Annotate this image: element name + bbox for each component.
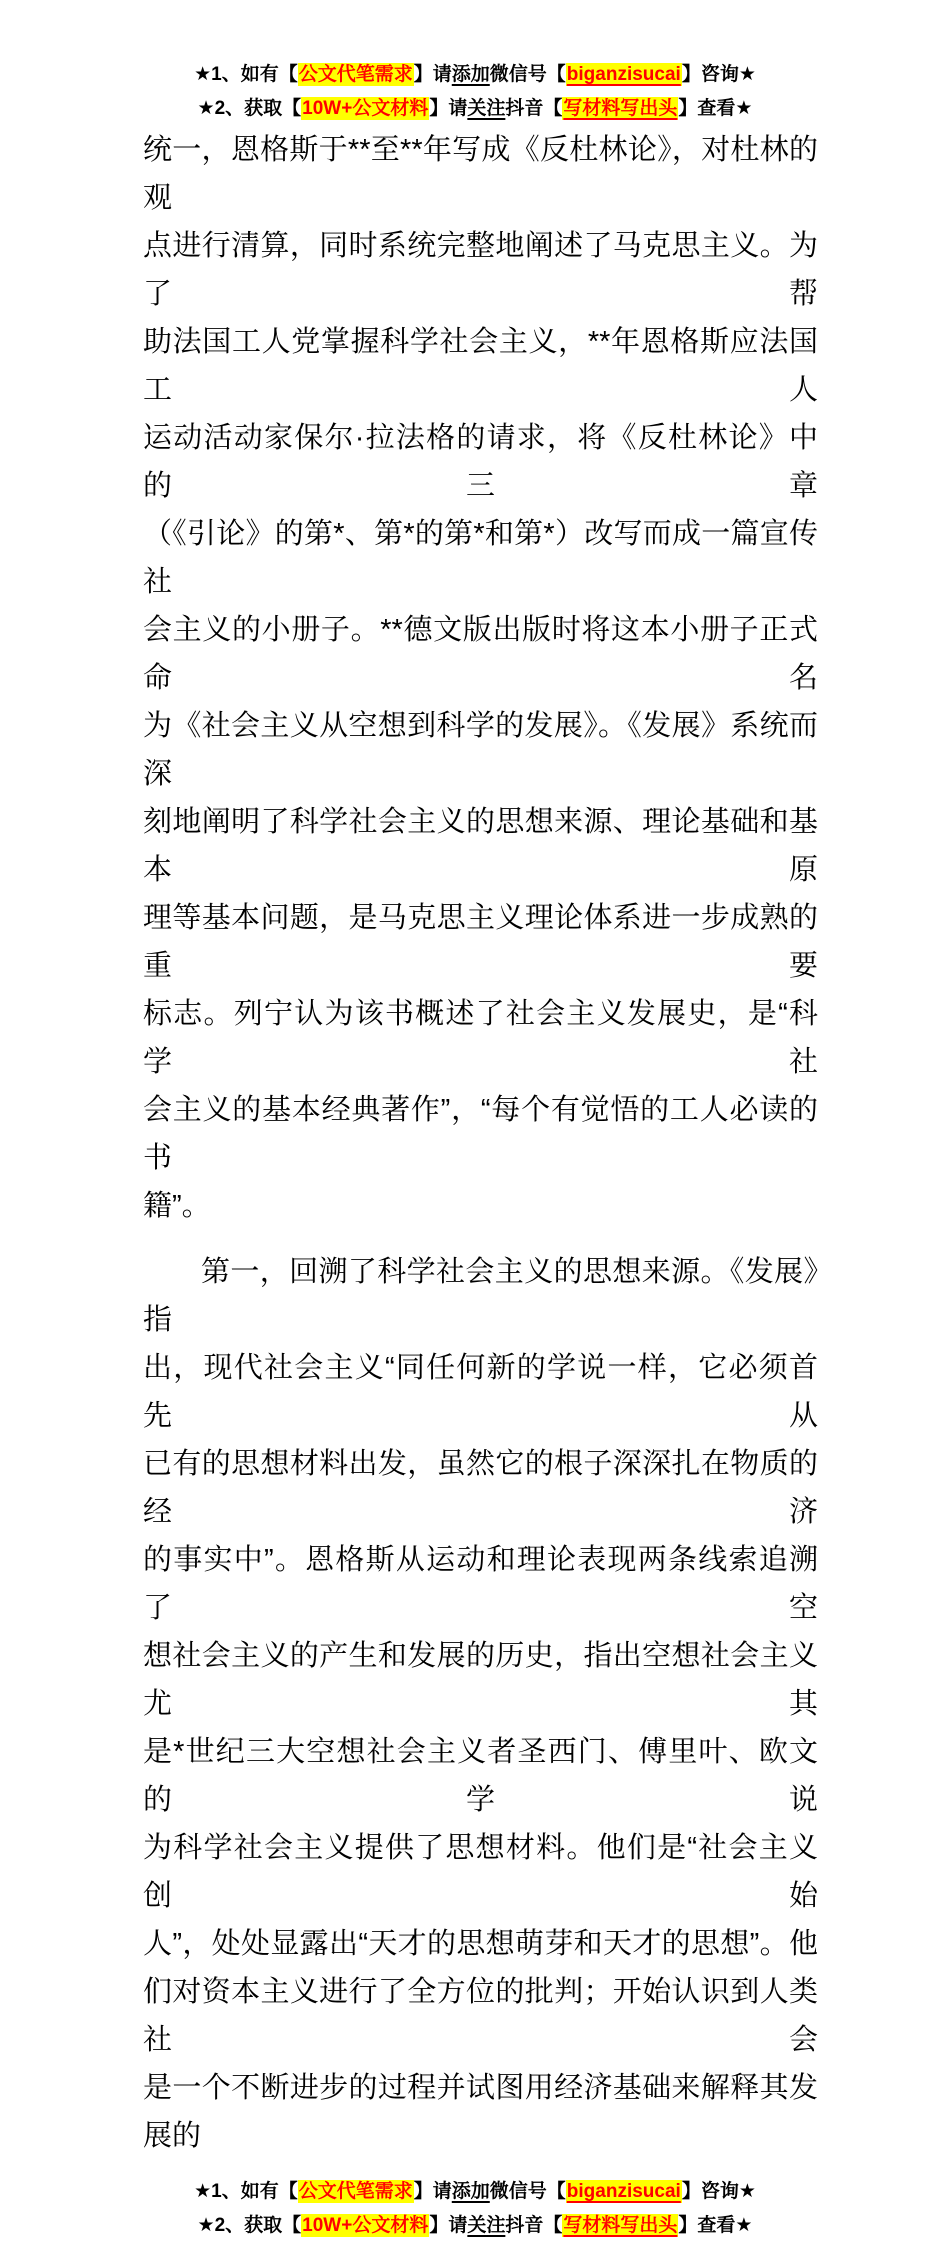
banner-line-2 bbox=[0, 92, 950, 126]
materials-keyword: 10W+公文材料 bbox=[302, 98, 429, 119]
banner2-mid1: 】请 bbox=[429, 98, 468, 119]
add-word: 添加 bbox=[451, 2181, 490, 2202]
body-line: 已有的思想材料出发，虽然它的根子深深扎在物质的经济 bbox=[143, 1448, 818, 1528]
banner2-mid1: 】请 bbox=[429, 2215, 468, 2236]
banner1-suffix: 】咨询★ bbox=[681, 64, 756, 85]
follow-word: 关注 bbox=[467, 98, 506, 119]
body-line: 刻地阐明了科学社会主义的思想来源、理论基础和基本原 bbox=[143, 806, 818, 886]
banner1-mid1: 】请 bbox=[413, 64, 452, 85]
follow-word: 关注 bbox=[467, 2215, 506, 2236]
add-word: 添加 bbox=[451, 64, 490, 85]
body-line: 助法国工人党掌握科学社会主义，**年恩格斯应法国工人 bbox=[143, 326, 818, 406]
paragraph-1 bbox=[143, 126, 818, 1230]
body-line: 们对资本主义进行了全方位的批判；开始认识到人类社会 bbox=[143, 1976, 818, 2056]
body-line: 第一，回溯了科学社会主义的思想来源。《发展》指 bbox=[143, 1256, 818, 1336]
banner2-suffix: 】查看★ bbox=[678, 98, 753, 119]
wechat-id: biganzisucai bbox=[566, 2181, 681, 2202]
banner2-prefix: ★2、获取【 bbox=[197, 2215, 302, 2236]
body-line: 点进行清算，同时系统完整地阐述了马克思主义。为了帮 bbox=[143, 230, 818, 310]
materials-keyword: 10W+公文材料 bbox=[302, 2215, 429, 2236]
body-line: 籍”。 bbox=[143, 1190, 211, 1222]
body-line: 出，现代社会主义“同任何新的学说一样，它必须首先从 bbox=[143, 1352, 818, 1432]
banner1-mid2: 微信号【 bbox=[489, 2181, 566, 2202]
banner2-mid2: 抖音【 bbox=[505, 2215, 563, 2236]
banner1-mid1: 】请 bbox=[413, 2181, 452, 2202]
body-line: 运动活动家保尔·拉法格的请求，将《反杜林论》中的三章 bbox=[143, 422, 818, 502]
banner2-prefix: ★2、获取【 bbox=[197, 98, 302, 119]
body-line: 人”，处处显露出“天才的思想萌芽和天才的思想”。他 bbox=[143, 1928, 818, 1960]
body-line: 理等基本问题，是马克思主义理论体系进一步成熟的重要 bbox=[143, 902, 818, 982]
document-body bbox=[143, 126, 818, 2160]
body-line: 为科学社会主义提供了思想材料。他们是“社会主义创始 bbox=[143, 1832, 818, 1912]
wechat-id: biganzisucai bbox=[566, 64, 681, 85]
banner1-mid2: 微信号【 bbox=[489, 64, 566, 85]
footer-banner bbox=[0, 2175, 950, 2243]
body-line: 为《社会主义从空想到科学的发展》。《发展》系统而深 bbox=[143, 710, 818, 790]
banner1-prefix: ★1、如有【 bbox=[194, 64, 298, 85]
banner1-suffix: 】咨询★ bbox=[681, 2181, 756, 2202]
banner-line-2 bbox=[0, 2209, 950, 2243]
body-line: （《引论》的第*、第*的第*和第*）改写而成一篇宣传社 bbox=[143, 518, 818, 598]
service-keyword: 公文代笔需求 bbox=[298, 64, 413, 85]
douyin-name: 写材料写出头 bbox=[563, 98, 678, 119]
douyin-name: 写材料写出头 bbox=[563, 2215, 678, 2236]
body-line: 是一个不断进步的过程并试图用经济基础来解释其发展的 bbox=[143, 2072, 818, 2152]
body-line: 标志。列宁认为该书概述了社会主义发展史，是“科学社 bbox=[143, 998, 818, 1078]
header-banner bbox=[0, 0, 950, 126]
banner-line-1 bbox=[0, 58, 950, 92]
body-line: 会主义的小册子。**德文版出版时将这本小册子正式命名 bbox=[143, 614, 818, 694]
banner2-mid2: 抖音【 bbox=[505, 98, 563, 119]
banner2-suffix: 】查看★ bbox=[678, 2215, 753, 2236]
banner-line-1 bbox=[0, 2175, 950, 2209]
body-line: 的事实中”。恩格斯从运动和理论表现两条线索追溯了空 bbox=[143, 1544, 818, 1624]
body-line: 想社会主义的产生和发展的历史，指出空想社会主义尤其 bbox=[143, 1640, 818, 1720]
body-line: 统一，恩格斯于**至**年写成《反杜林论》，对杜林的观 bbox=[143, 134, 818, 214]
banner1-prefix: ★1、如有【 bbox=[194, 2181, 298, 2202]
body-line: 是*世纪三大空想社会主义者圣西门、傅里叶、欧文的学说 bbox=[143, 1736, 818, 1816]
service-keyword: 公文代笔需求 bbox=[298, 2181, 413, 2202]
paragraph-2 bbox=[143, 1248, 818, 2160]
body-line: 会主义的基本经典著作”，“每个有觉悟的工人必读的书 bbox=[143, 1094, 818, 1174]
